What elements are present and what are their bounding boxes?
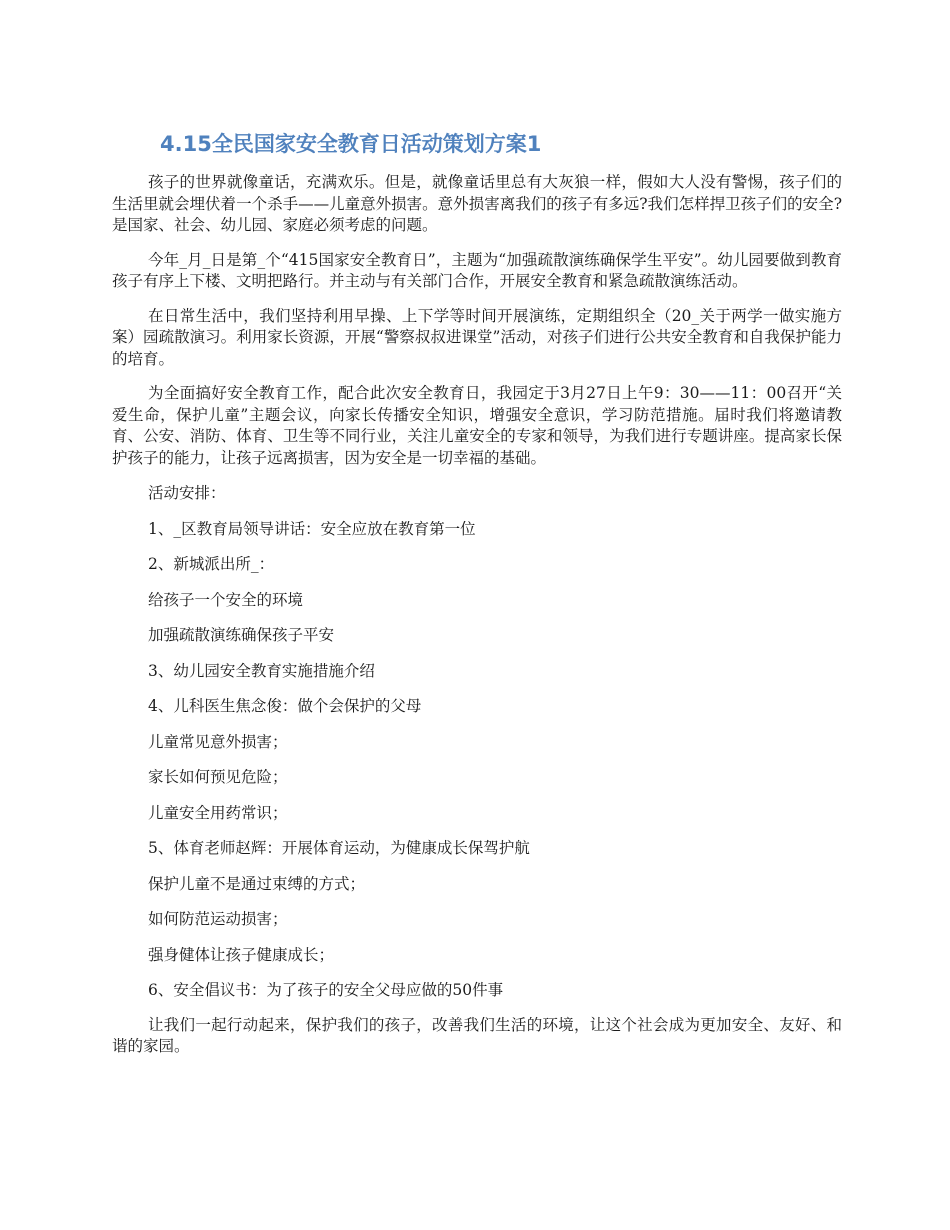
- list-item: 给孩子一个安全的环境: [148, 590, 304, 609]
- list-item: 2、新城派出所_：: [148, 555, 275, 573]
- paragraph-intro: 孩子的世界就像童话，充满欢乐。但是，就像童话里总有大灰狼一样，假如大人没有警惕，孩子们的生活里就会埋伏着一个杀手——儿童意外损害。意外损害离我们的孩子有多远?我们怎样捍卫孩子们的安全?是国家、社会、幼儿园、家庭必须考虑的问题。: [112, 173, 842, 234]
- document-title: 4.15全民国家安全教育日活动策划方案1: [160, 132, 542, 156]
- list-item: 儿童安全用药常识；: [148, 803, 288, 822]
- list-item: 1、_区教育局领导讲话：安全应放在教育第一位: [148, 519, 476, 538]
- list-item: 儿童常见意外损害；: [148, 732, 288, 751]
- list-item: 活动安排：: [148, 484, 226, 502]
- paragraph-meeting: 为全面搞好安全教育工作，配合此次安全教育日，我园定于3月27日上午9：30——11：00召开“关爱生命，保护儿童”主题会议，向家长传播安全知识，增强安全意识，学习防范措施。届时我们将邀请教育、公安、消防、体育、卫生等不同行业，关注儿童安全的专家和领导，为我们进行专题讲座。提高家长保护孩子的能力，让孩子远离损害，因为安全是一切幸福的基础。: [112, 384, 842, 467]
- list-item: 强身健体让孩子健康成长；: [148, 945, 335, 964]
- document-body: [112, 172, 842, 1071]
- list-item: 加强疏散演练确保孩子平安: [148, 626, 335, 644]
- paragraph-closing: 让我们一起行动起来，保护我们的孩子，改善我们生活的环境，让这个社会成为更加安全、友好、和谐的家园。: [112, 1015, 842, 1055]
- list-item: 5、体育老师赵辉：开展体育运动，为健康成长保驾护航: [148, 839, 530, 857]
- list-item: 家长如何预见危险；: [148, 768, 288, 786]
- list-item: 6、安全倡议书：为了孩子的安全父母应做的50件事: [148, 981, 504, 999]
- paragraph-daily-drills: 在日常生活中，我们坚持利用早操、上下学等时间开展演练，定期组织全（20_关于两学一做实施方案）园疏散演习。利用家长资源，开展“警察叔叔进课堂”活动，对孩子们进行公共安全教育和自我保护能力的培育。: [112, 306, 842, 368]
- list-item: 3、幼儿园安全教育实施措施介绍: [148, 661, 375, 680]
- paragraph-theme: 今年_月_日是第_个“415国家安全教育日”，主题为“加强疏散演练确保学生平安”。幼儿园要做到教育孩子有序上下楼、文明把路行。并主动与有关部门合作，开展安全教育和紧急疏散演练活动。: [112, 250, 842, 290]
- list-item: 保护儿童不是通过束缚的方式；: [148, 874, 366, 893]
- list-item: 如何防范运动损害；: [148, 910, 288, 928]
- list-item: 4、儿科医生焦念俊：做个会保护的父母: [148, 697, 422, 715]
